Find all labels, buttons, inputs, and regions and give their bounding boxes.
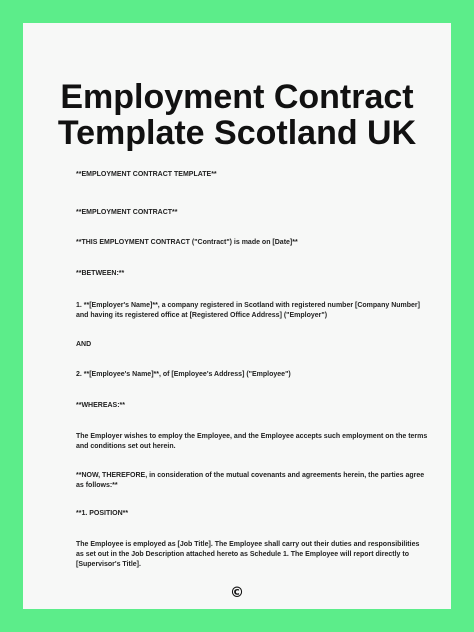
paragraph-recital: The Employer wishes to employ the Employee, and the Employee accepts such employment on the terms and conditions set out herein. [76,433,428,450]
title-line-1: Employment Contract [60,78,414,116]
document-title [23,79,451,151]
paragraph-position-body: The Employee is employed as [Job Title]. The Employee shall carry out their duties and responsibilities as set out in the Job Description attached hereto as Schedule 1. The Employee will report directly to [Supervisor's Title]. [76,541,420,568]
paragraph-whereas: **WHEREAS:** [76,402,126,409]
paragraph-employee: 2. **[Employee's Name]**, of [Employee's Address] ("Employee") [76,371,291,378]
paragraph-position-heading: **1. POSITION** [76,510,129,517]
paragraph-and: AND [76,341,92,348]
paragraph-made-on: **THIS EMPLOYMENT CONTRACT ("Contract") is made on [Date]** [76,239,298,246]
paragraph-now-therefore: **NOW, THEREFORE, in consideration of the mutual covenants and agreements herein, the parties agree as follows:** [76,472,425,489]
paragraph-template-heading: **EMPLOYMENT CONTRACT TEMPLATE** [76,171,217,178]
copyright-icon: © [230,585,244,601]
paragraph-employer: 1. **[Employer's Name]**, a company registered in Scotland with registered number [Company Number] and having its registered office at [Registered Office Address] ("Employer") [76,302,420,319]
document-page [23,23,451,609]
title-line-2: Template Scotland UK [57,114,417,152]
paragraph-contract-heading: **EMPLOYMENT CONTRACT** [76,209,178,216]
paragraph-between: **BETWEEN:** [76,270,125,277]
